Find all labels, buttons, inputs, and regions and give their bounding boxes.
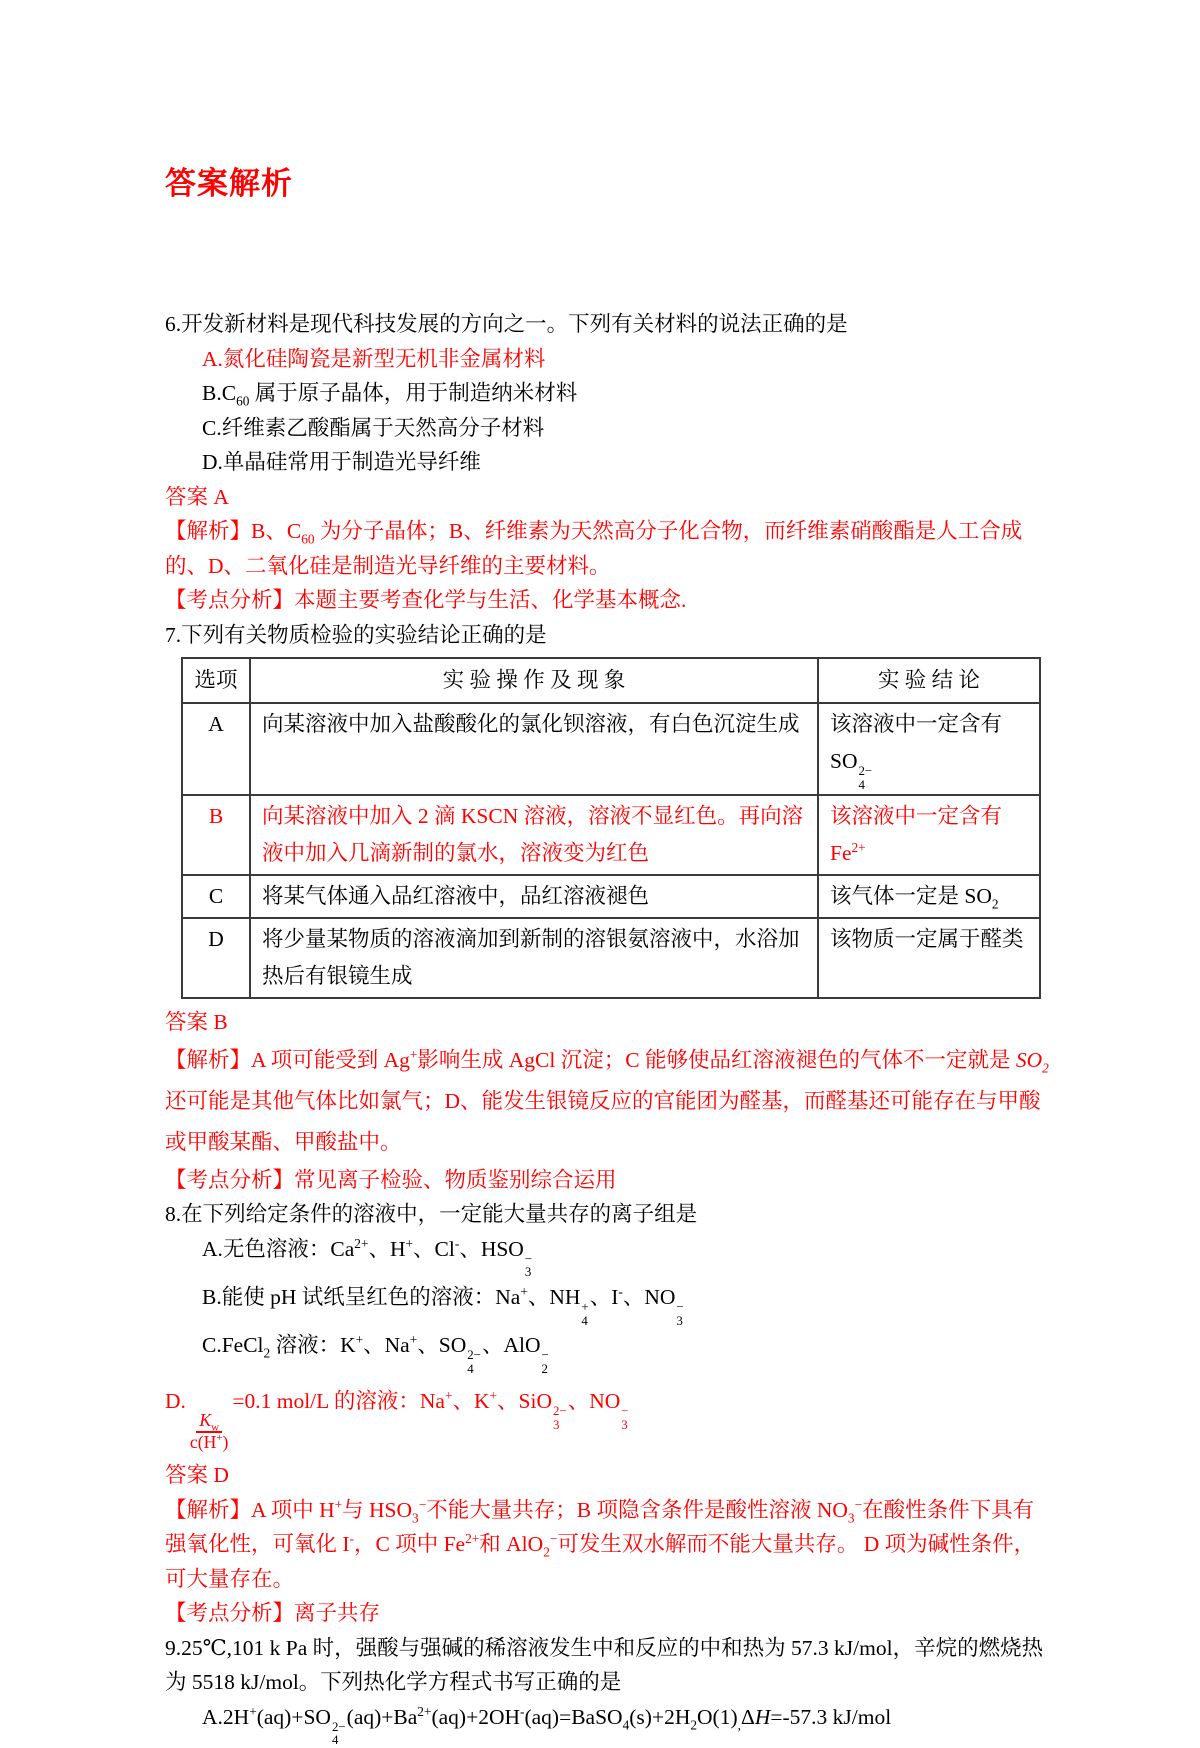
q6-focus: 【考点分析】本题主要考查化学与生活、化学基本概念. bbox=[165, 588, 687, 612]
question-9 bbox=[165, 1631, 1050, 1748]
q7-header-conclusion: 实 验 结 论 bbox=[818, 658, 1040, 703]
q8-option-a: A.无色溶液：$Ca^{2+}$、H+、Cl-、HSO − 3 bbox=[202, 1235, 533, 1280]
q7-row-d-option: D bbox=[182, 918, 250, 998]
q7-row-a-operation: 向某溶液中加入盐酸酸化的氯化钡溶液，有白色沉淀生成 bbox=[250, 703, 818, 795]
page-title: 答案解析 bbox=[165, 166, 293, 201]
q6-answer: 答案 A bbox=[165, 484, 229, 509]
q7-row-d-operation: 将少量某物质的溶液滴加到新制的溶银氨溶液中，水浴加热后有银镜生成 bbox=[250, 918, 818, 998]
q7-row-c-operation: 将某气体通入品红溶液中，品红溶液褪色 bbox=[250, 875, 818, 918]
q8-option-c: C.FeCl$_2$ 溶液：K+、Na+、SO 2− 4 、AlO − 2 bbox=[202, 1331, 549, 1376]
q6-stem: 6.开发新材料是现代科技发展的方向之一。下列有关材料的说法正确的是 bbox=[165, 312, 848, 336]
q6-analysis: 【解析】B、$C_{60}$ 为分子晶体；B、纤维素为天然高分子化合物，而纤维素硝酸酯是人工合成的、D、二氧化硅是制造光导纤维的主要材料。 bbox=[165, 519, 1023, 578]
q8-stem: 8.在下列给定条件的溶液中，一定能大量共存的离子组是 bbox=[165, 1202, 698, 1227]
q6-option-a: A.氮化硅陶瓷是新型无机非金属材料 bbox=[202, 346, 546, 371]
q8-option-b: B.能使 pH 试纸呈红色的溶液：Na+、NH + 4 、I-、NO − 3 bbox=[202, 1283, 684, 1328]
q9-option-a: A.2H+(aq)+SO 2− 4 $(aq)+Ba^{2+}(aq)+2OH^-(aq)=BaSO_4(s)+2H_2O(1)_,\Delta H=-57.3$ kJ/mol bbox=[202, 1703, 892, 1748]
q7-row-a bbox=[182, 703, 1040, 795]
q7-row-b-operation: 向某溶液中加入 2 滴 KSCN 溶液，溶液不显红色。再向溶液中加入几滴新制的氯水，溶液变为红色 bbox=[250, 795, 818, 875]
question-8 bbox=[165, 1197, 1050, 1631]
q7-answer: 答案 B bbox=[165, 1010, 228, 1035]
q7-row-d-conclusion: 该物质一定属于醛类 bbox=[818, 918, 1040, 998]
q7-header-option: 选项 bbox=[182, 658, 250, 703]
q9-stem: 9.25℃,101 k Pa 时，强酸与强碱的稀溶液发生中和反应的中和热为 57.3 kJ/mol，辛烷的燃烧热为 5518 kJ/mol。下列热化学方程式书写正确的是 bbox=[165, 1635, 1044, 1695]
q7-row-a-conclusion: 该溶液中一定含有 SO 2− 4 bbox=[818, 703, 1040, 795]
q7-table-header-row bbox=[182, 658, 1040, 703]
q7-header-operation: 实 验 操 作 及 现 象 bbox=[250, 658, 818, 703]
q8-focus: 【考点分析】离子共存 bbox=[165, 1601, 381, 1626]
q6-option-b: $B.C_{60}$ 属于原子晶体，用于制造纳米材料 bbox=[202, 381, 578, 409]
q8-option-d: D. $\frac{K_w}{c(H^+)}$ =0.1 mol/L 的溶液：Na+、K+、SiO 2− 3 、NO − 3 bbox=[165, 1388, 629, 1452]
q7-analysis: 【解析】A 项可能受到 Ag+影响生成 AgCl 沉淀；C 能够使品红溶液褪色的气体不一定就是 $SO_2$ 还可能是其他气体比如氯气；D、能发生银镜反应的官能团为醛基，而醛基还可能存在与甲酸或甲酸某酯、甲酸盐中。 bbox=[165, 1046, 1049, 1154]
question-6 bbox=[165, 307, 1050, 618]
question-7 bbox=[165, 618, 1050, 1198]
q7-stem: 7.下列有关物质检验的实验结论正确的是 bbox=[165, 622, 547, 647]
q8-analysis: 【解析】A 项中 H+与 $HSO_3^-$不能大量共存；B 项隐含条件是酸性溶液 $NO_3^-$在酸性条件下具有强氧化性，可氧化 I-，C 项中 $Fe^{2+}$和 AlO$_2$−可发生双水解而不能大量共存。 D 项为碱性条件，可大量存在。 bbox=[165, 1496, 1036, 1591]
q6-option-c: C.纤维素乙酸酯属于天然高分子材料 bbox=[202, 415, 545, 440]
q7-row-b-option: B bbox=[182, 795, 250, 875]
q7-focus: 【考点分析】常见离子检验、物质鉴别综合运用 bbox=[165, 1167, 617, 1192]
q7-row-b-conclusion: 该溶液中一定含有 $Fe^{2+}$ bbox=[818, 795, 1040, 875]
q7-row-c-conclusion: 该气体一定是 $SO_2$ bbox=[818, 875, 1040, 918]
q7-row-c-option: C bbox=[182, 875, 250, 918]
q7-table bbox=[181, 657, 1041, 999]
q7-row-b bbox=[182, 795, 1040, 875]
q8-answer: 答案 D bbox=[165, 1463, 229, 1488]
q7-row-c bbox=[182, 875, 1040, 918]
q7-row-d bbox=[182, 918, 1040, 998]
q7-row-a-option: A bbox=[182, 703, 250, 795]
q6-option-d: D.单晶硅常用于制造光导纤维 bbox=[202, 450, 481, 474]
